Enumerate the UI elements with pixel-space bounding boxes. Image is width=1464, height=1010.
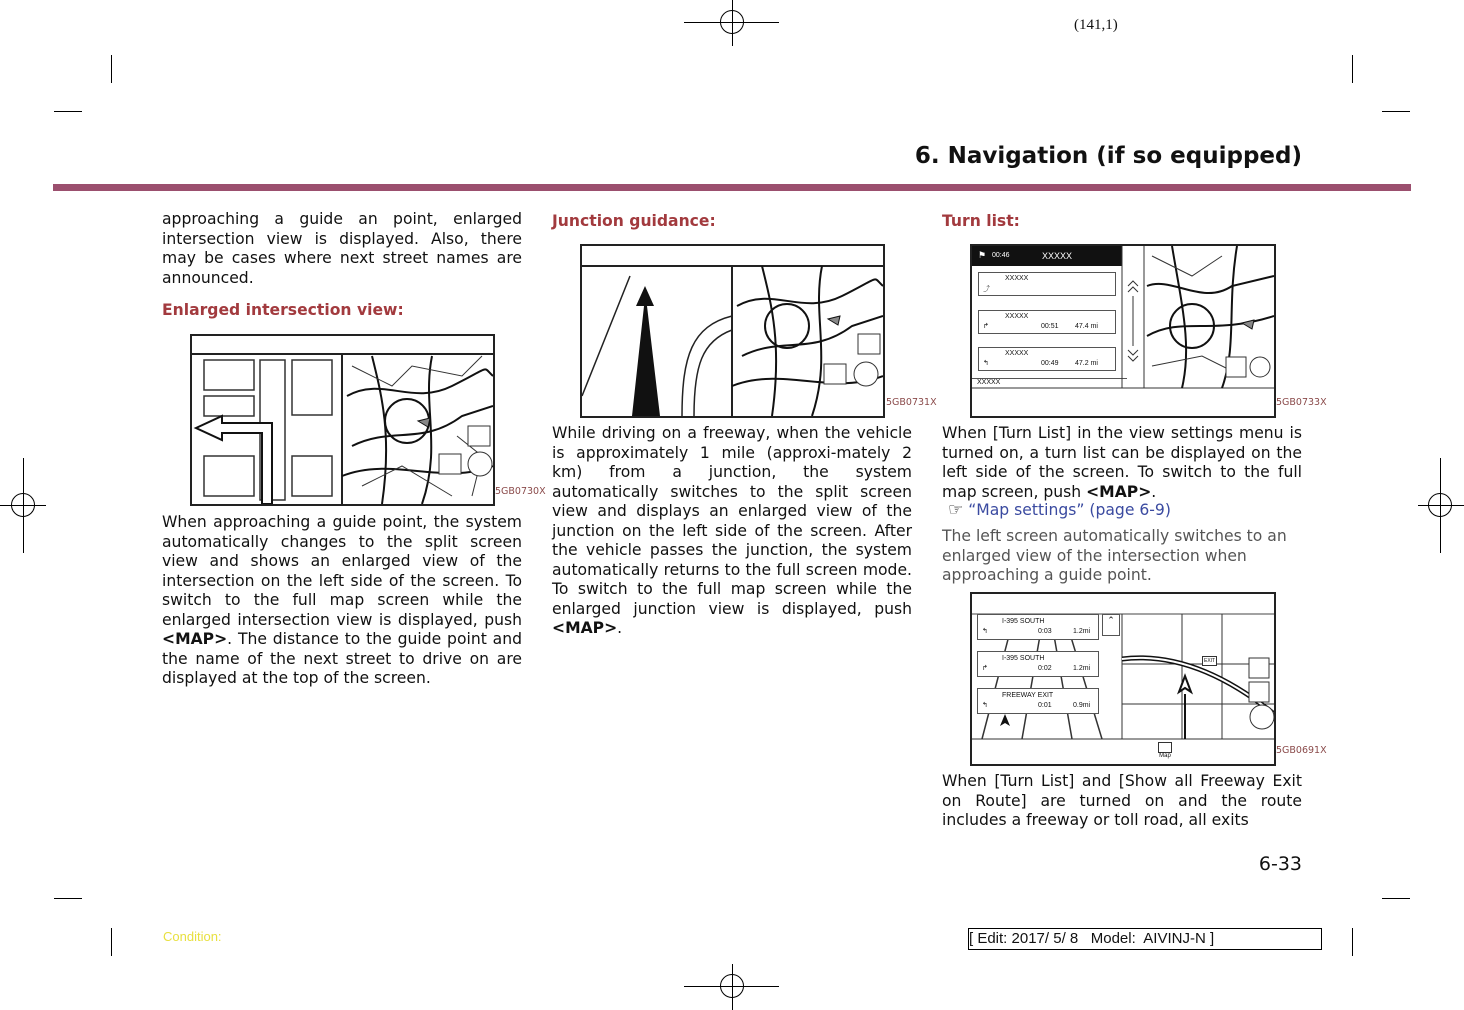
crop-mark	[1382, 898, 1410, 899]
crop-mark	[1352, 55, 1353, 83]
crop-mark	[54, 898, 82, 899]
col3-body1	[942, 424, 1302, 502]
condition-label: Condition:	[163, 929, 222, 944]
title: XXXXX	[1042, 251, 1073, 261]
turn-left-icon: ↰	[982, 702, 988, 709]
figure-code: 5GB0691X	[1276, 745, 1327, 756]
crop-mark	[1382, 111, 1410, 112]
scroll-up-icon: ⌃	[1102, 614, 1120, 636]
figure-code: 5GB0733X	[1276, 397, 1327, 408]
page-number: 6-33	[1258, 853, 1302, 875]
figure-code: 5GB0731X	[886, 397, 937, 408]
row-name: FREEWAY EXIT	[1002, 692, 1054, 699]
heading-junction-guidance: Junction guidance:	[552, 212, 716, 230]
text: While driving on a freeway, when the vehicle is approximately 1 mile (approxi-mately 2 km) from a junction, the system automatically switches to the split screen view and displays an enlarged view of the junction on the left side of the screen. After the vehicle passes the junction, the system automatically returns to the full screen mode. To switch to the full map screen while the enlarged junction view is displayed, push	[552, 424, 912, 618]
registration-circle	[1428, 493, 1452, 517]
crop-mark	[111, 55, 112, 83]
row-time: 00:51	[1041, 323, 1059, 330]
col2-body	[552, 424, 912, 639]
registration-circle	[720, 974, 744, 998]
turn-list-footer: XXXXX	[972, 378, 1127, 389]
cross-reference	[948, 501, 1308, 521]
figure-turn-list	[970, 244, 1276, 418]
col3-note: The left screen automatically switches to an enlarged view of the intersection when approaching a guide point.	[942, 527, 1287, 584]
page-ref: (141,1)	[1074, 17, 1118, 33]
flag-icon: ⚑	[978, 250, 987, 260]
row-time: 00:49	[1041, 360, 1059, 367]
turn-left-icon: ↰	[983, 360, 989, 367]
crop-mark	[54, 111, 82, 112]
row-time: 0:01	[1038, 702, 1052, 709]
row-name: I-395 SOUTH	[1002, 618, 1045, 625]
map-label: Map	[1159, 753, 1171, 759]
vehicle-icon	[1179, 676, 1191, 692]
text: When [Turn List] in the view settings menu is turned on, a turn list can be displayed on the left side of the screen. To switch to the full map screen, push	[942, 424, 1302, 501]
intersection-illustration	[192, 336, 493, 504]
map-key: <MAP>	[552, 619, 618, 637]
chapter-title: 6. Navigation (if so equipped)	[914, 143, 1302, 169]
row-name: XXXXX	[1005, 275, 1029, 282]
freeway-row	[977, 688, 1099, 714]
registration-circle	[11, 493, 35, 517]
row-name: XXXXX	[1005, 350, 1029, 357]
row-time: 0:03	[1038, 628, 1052, 635]
row-dist: 1.2mi	[1073, 628, 1091, 635]
map-button	[1158, 742, 1172, 759]
map-settings-link[interactable]: “Map settings” (page 6-9)	[968, 501, 1171, 519]
col1-body	[162, 513, 522, 689]
row-dist: 47.4 mi	[1075, 323, 1098, 330]
exit-sign: EXIT	[1204, 658, 1216, 664]
time: 00:46	[992, 252, 1010, 259]
figure-enlarged-intersection	[190, 334, 495, 506]
crop-mark	[111, 928, 112, 956]
header-band	[53, 184, 1411, 191]
freeway-row	[977, 651, 1099, 677]
scroll-icon	[1128, 281, 1138, 361]
pointing-hand-icon: ☞	[948, 500, 964, 520]
registration-circle	[720, 10, 744, 34]
row-name: I-395 SOUTH	[1002, 655, 1045, 662]
figure-code: 5GB0730X	[495, 486, 546, 497]
map-key: <MAP>	[162, 630, 228, 648]
freeway-row	[977, 614, 1099, 640]
junction-illustration	[582, 246, 883, 416]
row-dist: 47.2 mi	[1075, 360, 1098, 367]
turn-icon: ⤴	[983, 286, 990, 293]
map-key: <MAP>	[1086, 482, 1152, 501]
turn-right-icon: ↱	[983, 323, 989, 330]
heading-enlarged-intersection: Enlarged intersection view:	[162, 301, 404, 319]
turn-right-icon: ↱	[982, 665, 988, 672]
heading-turn-list: Turn list:	[942, 212, 1020, 230]
map-icon	[1158, 742, 1172, 753]
col1-intro: approaching a guide an point, enlarged intersection view is displayed. Also, there may be cases where next street names are announced.	[162, 210, 522, 287]
turn-left-icon: ↰	[982, 628, 988, 635]
row-dist: 0.9mi	[1073, 702, 1091, 709]
text: . The distance to the guide point and the name of the next street to drive on are displayed at the top of the screen.	[162, 630, 522, 687]
row-name: XXXXX	[1005, 313, 1029, 320]
text: When approaching a guide point, the system automatically changes to the split screen view and shows an enlarged view of the intersection on the left side of the screen. To switch to the full map screen while the enlarged intersection view is displayed, push	[162, 513, 522, 629]
turn-list-map	[972, 246, 1274, 416]
text: .	[1151, 482, 1157, 501]
text: .	[617, 619, 623, 637]
edit-info-box: [ Edit: 2017/ 5/ 8 Model: AIVINJ-N ]	[968, 928, 1322, 950]
row-dist: 1.2mi	[1073, 665, 1091, 672]
figure-junction-guidance	[580, 244, 885, 418]
figure-freeway-turn-list	[970, 592, 1276, 766]
row-time: 0:02	[1038, 665, 1052, 672]
col3-body2: When [Turn List] and [Show all Freeway Exit on Route] are turned on and the route includes a freeway or toll road, all exits	[942, 772, 1302, 829]
crop-mark	[1352, 928, 1353, 956]
